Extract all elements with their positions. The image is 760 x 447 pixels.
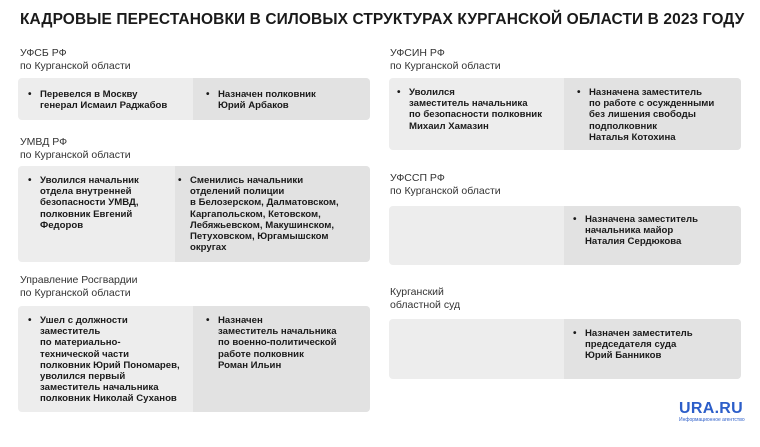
org-name: УМВД РФ по Курганской области: [20, 136, 131, 161]
change-item: • Назначен полковник Юрий Арбаков: [206, 89, 316, 112]
ura-logo[interactable]: [679, 400, 745, 423]
change-item: • Назначен заместитель начальника по военно-политической работе полковник Роман Ильин: [206, 315, 337, 371]
change-item: • Перевелся в Москву генерал Исмаил Раджабов: [28, 89, 168, 112]
card-ufsin: [389, 78, 741, 150]
logo-name: URA.RU: [679, 400, 744, 417]
org-name: Курганский областной суд: [390, 286, 461, 311]
change-item: • Назначена заместитель начальника майор Наталия Сердюкова: [573, 214, 698, 248]
page-title: КАДРОВЫЕ ПЕРЕСТАНОВКИ В СИЛОВЫХ СТРУКТУРАХ КУРГАНСКОЙ ОБЛАСТИ В 2023 ГОДУ: [20, 11, 745, 28]
change-item: • Ушел с должности заместитель по материально- технической части полковник Юрий Пономарев, уволился первый заместитель начальника полковник Николай Суханов: [28, 315, 180, 405]
logo-tagline: Информационное агентство: [679, 417, 745, 423]
org-name: УФСИН РФ по Курганской области: [390, 47, 501, 72]
card-oblsud: [389, 319, 741, 379]
change-item: • Уволился заместитель начальника по безопасности полковник Михаил Хамазин: [397, 87, 543, 132]
org-name: УФССП РФ по Курганской области: [390, 172, 501, 197]
change-item: • Назначен заместитель председателя суда Юрий Банников: [573, 328, 693, 362]
card-umvd: [18, 166, 370, 262]
change-item: • Назначена заместитель по работе с осужденными без лишения свободы подполковник Наталья Котохина: [577, 87, 715, 143]
change-item: • Сменились начальники отделений полиции в Белозерском, Далматовском, Каргапольском, Кетовском, Лебяжьевском, Макушинском, Петуховском, Юргамышском округах: [178, 175, 339, 254]
org-name: Управление Росгвардии по Курганской области: [20, 274, 138, 299]
card-rosgvardia: [18, 306, 370, 412]
org-name: УФСБ РФ по Курганской области: [20, 47, 131, 72]
card-ufsb: [18, 78, 370, 120]
change-item: • Уволился начальник отдела внутренней безопасности УМВД, полковник Евгений Федоров: [28, 175, 139, 231]
card-ufssp: [389, 206, 741, 265]
